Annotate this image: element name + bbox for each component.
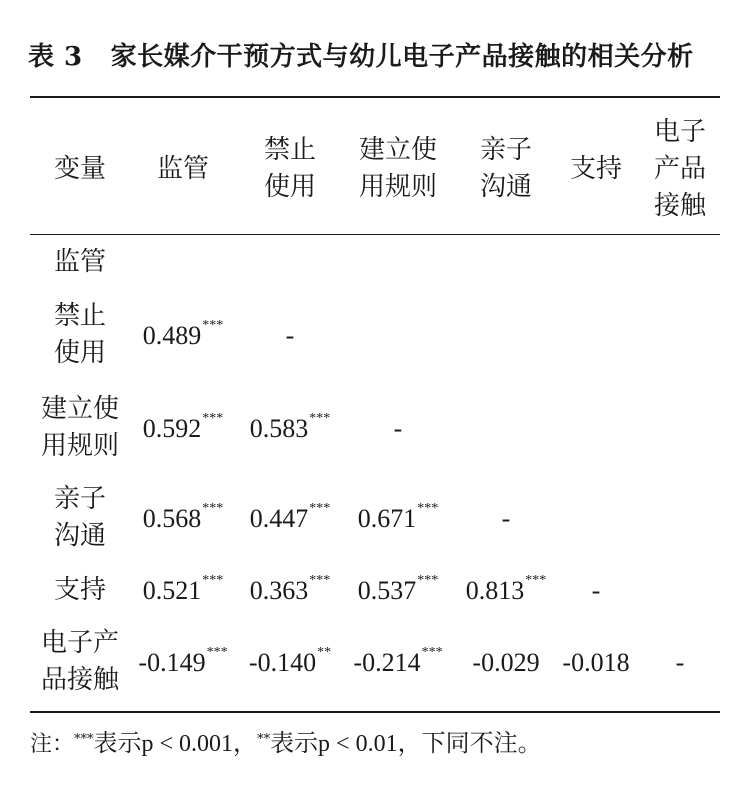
table-note (30, 728, 542, 764)
row-label: 监管 (53, 246, 106, 277)
cell-value: 0.363 (249, 575, 309, 605)
row-label: 禁止 使用 (53, 301, 106, 368)
column-header: 支持 (569, 153, 622, 184)
significance-marker: *** (417, 500, 439, 516)
significance-marker: ** (317, 644, 332, 660)
cell-value: -0.214 (353, 647, 421, 677)
top-rule (30, 96, 720, 98)
table-cell (344, 570, 452, 610)
significance-marker: *** (309, 410, 331, 426)
significance-marker: *** (309, 500, 331, 516)
cell-value: 0.671 (357, 503, 417, 533)
column-header: 监管 (156, 153, 209, 184)
table-cell (236, 408, 344, 448)
column-header: 变量 (53, 153, 106, 184)
table-cell (236, 570, 344, 610)
significance-marker: *** (202, 572, 224, 588)
cell-value: 0.447 (249, 503, 309, 533)
cell-value: -0.140 (248, 647, 317, 677)
column-header: 亲子 沟通 (479, 135, 532, 202)
significance-marker: *** (309, 572, 331, 588)
significance-marker: *** (206, 644, 228, 660)
column-header: 禁止 使用 (263, 135, 316, 202)
table-cell (129, 408, 237, 448)
cell-value: - (501, 503, 511, 533)
note-text2: 表示p < 0.01，下同不注。 (270, 731, 542, 757)
table-cell (129, 498, 237, 538)
cell-value: 0.489 (142, 320, 202, 350)
cell-value: 0.568 (142, 503, 202, 533)
bottom-rule (30, 711, 720, 713)
column-header: 电子 产品 接触 (653, 116, 706, 221)
note-text1: 表示p < 0.001， (93, 731, 258, 757)
column-header: 建立使 用规则 (358, 135, 437, 202)
table-cell (236, 315, 344, 355)
cell-value: 0.521 (142, 575, 202, 605)
significance-marker: *** (525, 572, 547, 588)
significance-marker: *** (417, 572, 439, 588)
table-title (28, 36, 694, 73)
row-label: 亲子 沟通 (53, 484, 106, 551)
table-cell (129, 570, 237, 610)
cell-value: -0.018 (562, 647, 630, 677)
cell-value: -0.149 (138, 647, 206, 677)
cell-value: 0.592 (142, 413, 202, 443)
table-cell (542, 570, 650, 610)
row-label: 电子产 品接触 (40, 628, 119, 695)
significance-marker: *** (202, 500, 224, 516)
table-cell (129, 642, 237, 682)
significance-marker: *** (421, 644, 443, 660)
cell-value: -0.029 (472, 647, 540, 677)
cell-value: 0.583 (249, 413, 309, 443)
significance-marker: *** (202, 410, 224, 426)
table-cell (626, 642, 734, 682)
cell-value: - (285, 320, 295, 350)
table-cell (344, 498, 452, 538)
cell-value: 0.813 (465, 575, 525, 605)
row-label: 建立使 用规则 (40, 394, 119, 461)
table-cell (452, 498, 560, 538)
table-caption: 家长媒介干预方式与幼儿电子产品接触的相关分析 (110, 42, 694, 72)
cell-value: - (675, 647, 685, 677)
table-cell (236, 642, 344, 682)
cell-value: 0.537 (357, 575, 417, 605)
row-label: 支持 (53, 574, 106, 605)
table-cell (344, 642, 452, 682)
table-cell (129, 315, 237, 355)
note-sig2: ** (257, 732, 271, 747)
table-cell (344, 408, 452, 448)
significance-marker: *** (202, 317, 224, 333)
table-cell (236, 498, 344, 538)
cell-value: - (591, 575, 601, 605)
note-prefix: 注： (30, 732, 75, 757)
header-rule (30, 234, 720, 235)
cell-value: - (393, 413, 403, 443)
note-sig3: *** (74, 732, 94, 747)
table-number: 表 3 (28, 42, 83, 72)
